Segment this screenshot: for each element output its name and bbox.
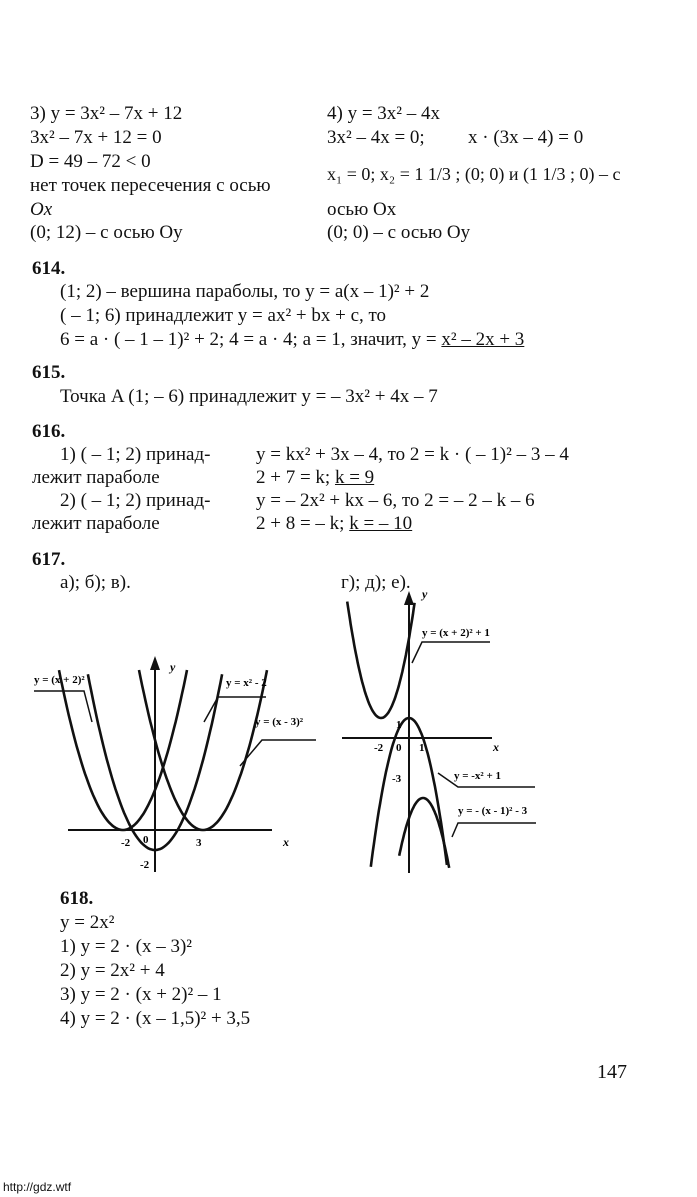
p613-right-line3: x₁ = 0; x₂ = 1 1/3 ; (0; 0) и (1 1/3 ; 0) – с xyxy=(327,164,621,184)
problem-618-heading: 618. xyxy=(60,888,94,909)
leader-curve1 xyxy=(34,691,92,722)
tick-x-minus2: -2 xyxy=(374,742,384,754)
p616-line1b: y = kx² + 3x – 4, то 2 = k · ( – 1)² – 3 – 4 xyxy=(256,444,569,465)
p613-left-line4: нет точек пересечения с осью xyxy=(30,175,271,196)
tick-x-1: 1 xyxy=(419,742,425,754)
label-axis-y: y xyxy=(170,660,176,674)
p617-graph-right xyxy=(330,585,550,880)
tick-y-1: 1 xyxy=(396,719,402,731)
p616-line1a: 1) ( – 1; 2) принад- xyxy=(60,444,211,465)
label-axis-x: x xyxy=(283,835,289,849)
label-curve1: y = (x + 2)² xyxy=(34,674,85,686)
p613-right-line4: осью Ox xyxy=(327,199,397,220)
label-curve2: y = x² - 2 xyxy=(226,677,267,689)
problem-617-heading: 617. xyxy=(32,549,66,570)
page-number: 147 xyxy=(597,1061,627,1083)
p613-left-line3: D = 49 – 72 < 0 xyxy=(30,151,151,172)
problem-616-heading: 616. xyxy=(32,421,66,442)
p618-line3: 3) y = 2 · (x + 2)² – 1 xyxy=(60,984,222,1005)
p618-line4: 4) y = 2 · (x – 1,5)² + 3,5 xyxy=(60,1008,251,1029)
tick-origin: 0 xyxy=(143,834,149,846)
curve-y-x-minus-3-squared xyxy=(139,670,267,830)
p614-line2: ( – 1; 6) принадлежит y = ax² + bx + c, то xyxy=(60,305,387,326)
p616-line2a: лежит параболе xyxy=(32,467,160,488)
tick-origin: 0 xyxy=(396,742,402,754)
curve-y-x-plus-2-squared-plus-1 xyxy=(347,602,414,718)
problem-615-heading: 615. xyxy=(32,362,66,383)
curve-y-x-plus-2-squared xyxy=(59,670,187,830)
tick-x-minus2: -2 xyxy=(121,837,131,849)
p613-right-line2: 3x² – 4x = 0; xyxy=(327,127,425,148)
p614-answer: x² – 2x + 3 xyxy=(441,329,525,350)
p616-line2b xyxy=(256,467,374,489)
y-axis-arrow xyxy=(404,591,414,605)
p613-right-line5: (0; 0) – с осью Oy xyxy=(327,222,471,243)
p618-line2: 2) y = 2x² + 4 xyxy=(60,960,165,981)
leader-curve1 xyxy=(412,642,490,663)
p617-right-label: г); д); е). xyxy=(341,572,411,593)
p613-right-line2b: x · (3x – 4) = 0 xyxy=(468,127,584,148)
tick-y-minus2: -2 xyxy=(140,859,150,871)
p613-left-line5: Ox xyxy=(30,199,53,220)
p614-line3 xyxy=(60,329,524,351)
p614-line1: (1; 2) – вершина параболы, то y = a(x – 1)² + 2 xyxy=(60,281,430,302)
p617-left-label: а); б); в). xyxy=(60,572,131,593)
p614-line3-text: 6 = a · ( – 1 – 1)² + 2; 4 = a · 4; a = 1, значит, y = xyxy=(60,329,442,350)
problem-614-heading: 614. xyxy=(32,258,66,279)
leader-curve3 xyxy=(452,823,536,837)
p615-line1: Точка A (1; – 6) принадлежит y = – 3x² + 4x – 7 xyxy=(60,386,438,407)
curve-y-minus-x-minus-1-squared-minus-3 xyxy=(399,798,449,868)
tick-x-3: 3 xyxy=(196,837,202,849)
p613-left-line6: (0; 12) – с осью Oy xyxy=(30,222,183,243)
y-axis-arrow xyxy=(150,656,160,670)
p616-line3b: y = – 2x² + kx – 6, то 2 = – 2 – k – 6 xyxy=(256,490,535,511)
label-curve1: y = (x + 2)² + 1 xyxy=(422,627,490,639)
p613-left-line2: 3x² – 7x + 12 = 0 xyxy=(30,127,162,148)
p616-answer2: k = – 10 xyxy=(349,513,413,534)
leader-curve3 xyxy=(240,740,316,766)
label-curve3: y = (x - 3)² xyxy=(255,716,304,728)
p616-line3a: 2) ( – 1; 2) принад- xyxy=(60,490,211,511)
p613-right-line1: 4) y = 3x² – 4x xyxy=(327,103,440,124)
p616-line4b xyxy=(256,513,412,535)
p617-graph-left xyxy=(0,650,330,880)
tick-y-minus3: -3 xyxy=(392,773,402,785)
label-axis-x: x xyxy=(493,740,499,754)
p616-line4a: лежит параболе xyxy=(32,513,160,534)
p618-line0: y = 2x² xyxy=(60,912,115,933)
p618-line1: 1) y = 2 · (x – 3)² xyxy=(60,936,192,957)
p616-line4b-text: 2 + 8 = – k; xyxy=(256,513,350,534)
label-curve3: y = - (x - 1)² - 3 xyxy=(458,805,528,817)
p613-left-line1: 3) y = 3x² – 7x + 12 xyxy=(30,103,183,124)
label-axis-y: y xyxy=(422,587,428,601)
p616-line2b-text: 2 + 7 = k; xyxy=(256,467,335,488)
p616-answer1: k = 9 xyxy=(334,467,375,488)
watermark: http://gdz.wtf xyxy=(3,1180,72,1194)
label-curve2: y = -x² + 1 xyxy=(454,770,501,782)
